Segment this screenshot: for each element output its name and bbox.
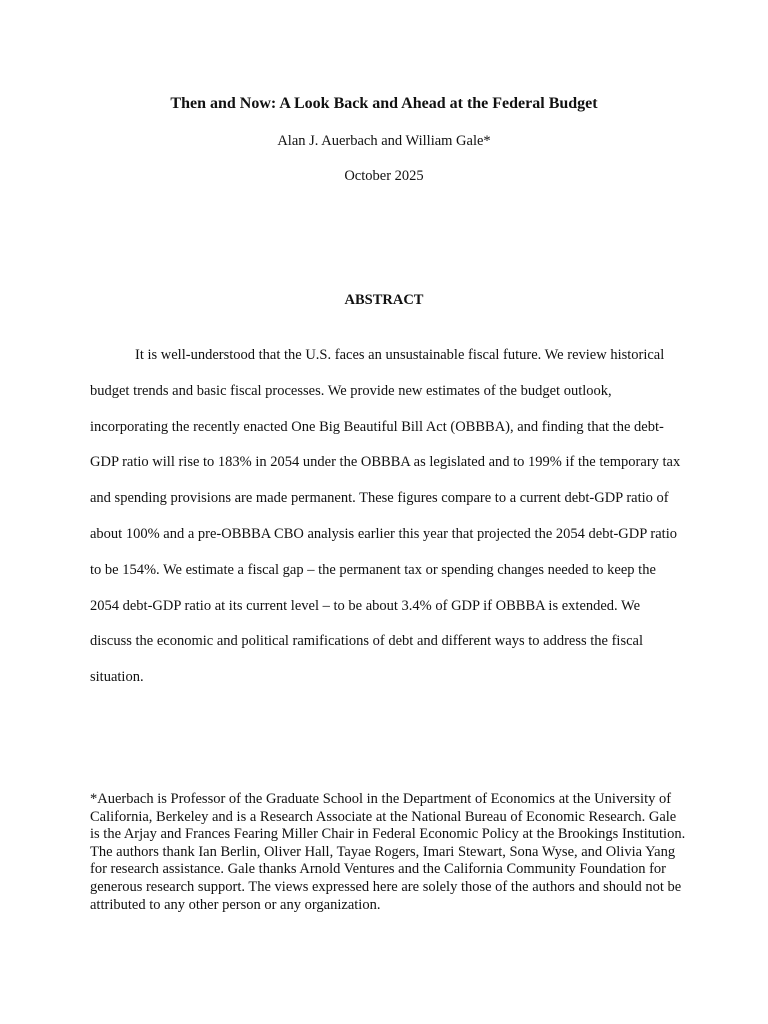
paper-title: Then and Now: A Look Back and Ahead at the Federal Budget — [170, 95, 598, 112]
abstract-text: It is well-understood that the U.S. faces an unsustainable fiscal future. We review historical budget trends and basic fiscal processes. We provide new estimates of the budget outlook, incorporating the recently enacted One Big Beautiful Bill Act (OBBBA), and finding that the debt-GDP ratio will rise to 183% in 2054 under the OBBBA as legislated and to 199% if the temporary tax and spending provisions are made permanent. These figures compare to a current debt-GDP ratio of about 100% and a pre-OBBBA CBO analysis earlier this year that projected the 2054 debt-GDP ratio to be 154%. We estimate a fiscal gap – the permanent tax or spending changes needed to keep the 2054 debt-GDP ratio at its current level – to be about 3.4% of GDP if OBBBA is extended. We discuss the economic and political ramifications of debt and different ways to address the fiscal situation. — [90, 347, 681, 686]
publication-date: October 2025 — [344, 168, 424, 184]
author-list: Alan J. Auerbach and William Gale* — [277, 133, 491, 149]
abstract-heading: ABSTRACT — [344, 292, 424, 308]
author-footnote: *Auerbach is Professor of the Graduate School in the Department of Economics at the University of California, Berkeley and is a Research Associate at the National Bureau of Economic Research. Gale is the Arjay and Frances Fearing Miller Chair in Federal Economic Policy at the Brookings Institution. The authors thank Ian Berlin, Oliver Hall, Tayae Rogers, Imari Stewart, Sona Wyse, and Olivia Yang for research assistance. Gale thanks Arnold Ventures and the California Community Foundation for generous research support. The views expressed here are solely those of the authors and should not be attributed to any other person or any organization. — [90, 791, 686, 913]
